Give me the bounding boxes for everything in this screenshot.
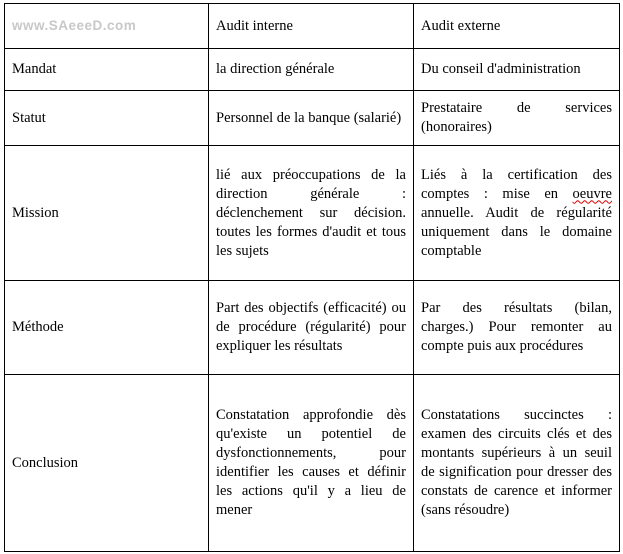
cell-externe-methode: Par des résultats (bilan, charges.) Pour remonter au compte puis aux procédures — [414, 281, 620, 375]
cell-interne-mission: lié aux préoccupations de la direction générale : déclenchement sur décision. toutes les formes d'audit et tous les sujets — [209, 146, 414, 281]
row-label-conclusion: Conclusion — [5, 375, 209, 552]
table-row — [5, 49, 620, 91]
cell-externe-conclusion — [414, 375, 620, 552]
cell-interne-methode: Part des objectifs (efficacité) ou de procédure (régularité) pour expliquer les résultats — [209, 281, 414, 375]
row-label-mandat: Mandat — [5, 49, 209, 91]
row-label-statut: Statut — [5, 91, 209, 146]
cell-externe-mandat: Du conseil d'administration — [414, 49, 620, 91]
header-audit-interne: Audit interne — [209, 4, 414, 49]
conclusion-externe-text-b: examen des circuits clés et des montants supérieurs à un seuil de signification pour dresser des constats de carence et informer (sans résoudre) — [421, 426, 612, 518]
table-row — [5, 281, 620, 375]
row-label-mission: Mission — [5, 146, 209, 281]
spellcheck-flag: oeuvre — [572, 185, 612, 202]
cell-interne-conclusion: Constatation approfondie dès qu'existe un potentiel de dysfonctionnements, pour identifier les causes et définir les actions qu'il y a lieu de mener — [209, 375, 414, 552]
cell-externe-mission — [414, 146, 620, 281]
row-label-methode: Méthode — [5, 281, 209, 375]
table-row — [5, 375, 620, 552]
mission-externe-text-a: Liés à la certification des comptes : mise en — [421, 166, 612, 202]
audit-comparison-table — [4, 3, 620, 552]
cell-interne-mandat: la direction générale — [209, 49, 414, 91]
header-row — [5, 4, 620, 49]
table-row — [5, 146, 620, 281]
watermark: www.SAeeeD.com — [12, 18, 137, 33]
cell-interne-statut: Personnel de la banque (salarié) — [209, 91, 414, 146]
mission-externe-text-b: annuelle. Audit de régularité uniquement dans le domaine comptable — [421, 204, 612, 259]
header-audit-externe: Audit externe — [414, 4, 620, 49]
conclusion-externe-text-a: Constatations succinctes : — [421, 407, 612, 423]
cell-externe-statut: Prestataire de services (honoraires) — [414, 91, 620, 146]
table-row — [5, 91, 620, 146]
watermark-cell — [5, 4, 209, 49]
